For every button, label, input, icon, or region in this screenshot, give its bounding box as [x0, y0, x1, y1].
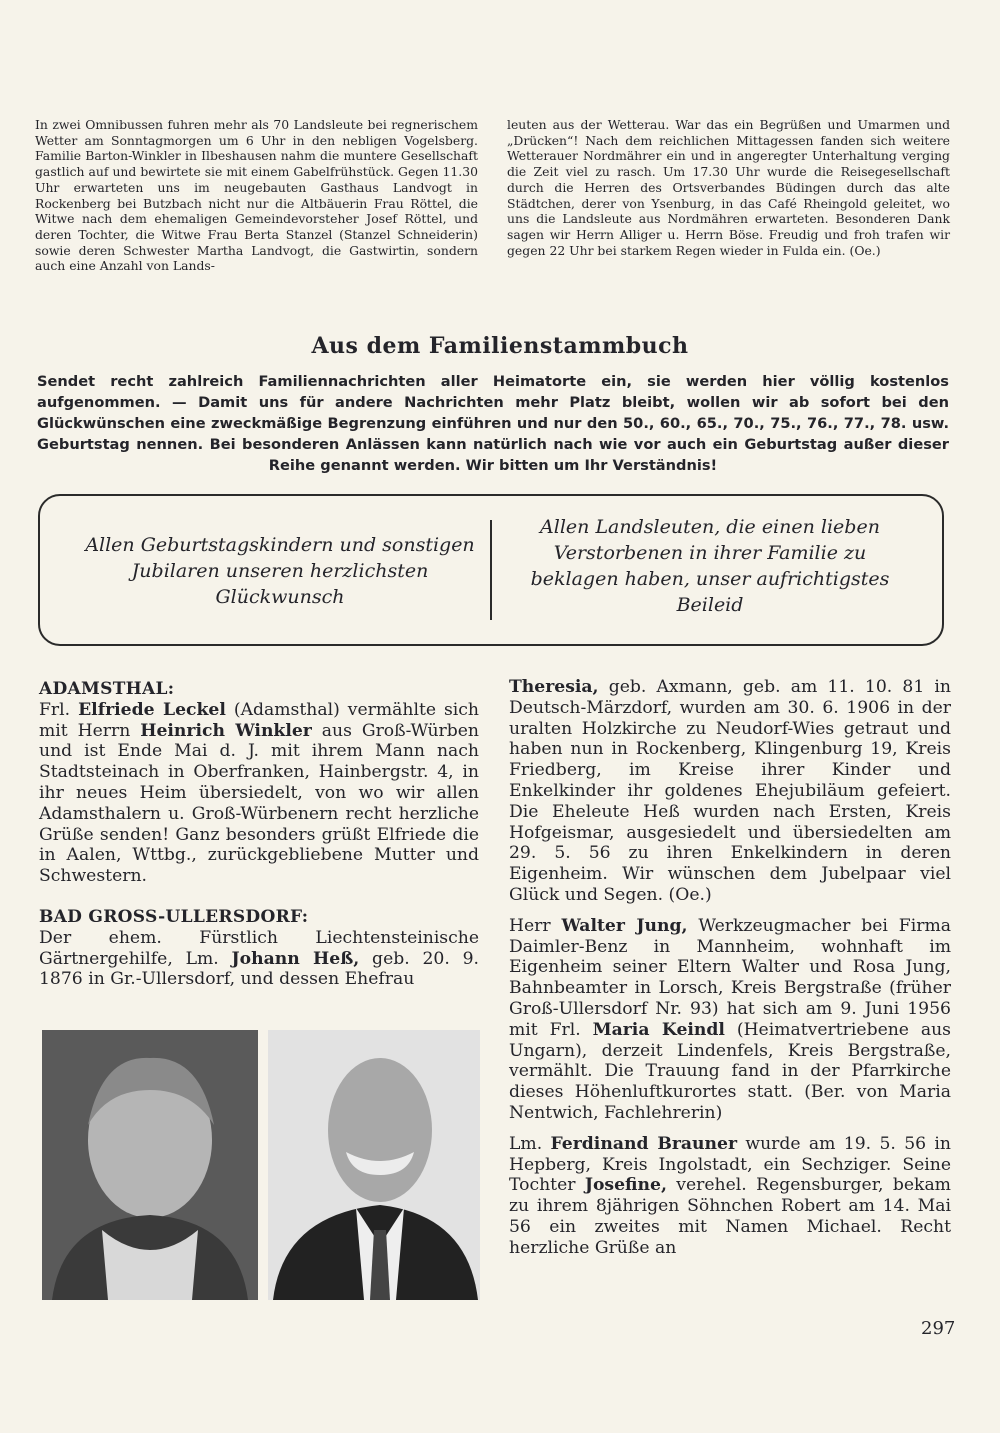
heading-gross-ullersdorf: BAD GROSS-ULLERSDORF: [39, 906, 309, 927]
greeting-box [38, 494, 944, 646]
name-highlight: Ferdinand Brauner [550, 1133, 738, 1154]
name-highlight: Elfriede Leckel [78, 699, 226, 720]
entry-adamsthal [39, 700, 479, 887]
portrait-woman-image [42, 1030, 258, 1300]
portrait-man-image [268, 1030, 480, 1300]
birthday-greeting: Allen Geburtstagskindern und sonstigen Jubilaren unseren herzlichsten Glückwunsch [85, 534, 475, 608]
name-highlight: Heinrich Winkler [140, 720, 312, 741]
name-highlight: Josefine, [584, 1175, 667, 1196]
heading-adamsthal: ADAMSTHAL: [39, 679, 175, 699]
entry-text: Werkzeugmacher bei Firma Daimler-Benz in Mannheim, wohnhaft im Eigenheim seiner Eltern Walter und Rosa Jung, Bahnbeamter in Lorsch, Kreis Bergstraße (früher Groß-Ullersdorf Nr. 93) hat sich am 9. Juni 1956 mit Frl. [509, 915, 951, 1040]
entry-text: Lm. [509, 1133, 551, 1154]
condolence-greeting: Allen Landsleuten, die einen lieben Verstorbenen in ihrer Familie zu beklagen haben, unser aufrichtigstes Beileid [530, 516, 890, 616]
section-notice: Sendet recht zahlreich Familiennachrichten aller Heimatorte ein, sie werden hier völlig kostenlos aufgenommen. — Damit uns für andere Nachrichten mehr Platz bleibt, wollen wir ab sofort bei den Glückwünschen eine zweckmäßige Begrenzung einführen und nur den 50., 60., 65., 70., 75., 76., 77., 78. usw. Geburtstag nennen. Bei besonderen Anlässen kann natürlich nach wie vor auch ein Geburtstag außer dieser Reihe genannt werden. Wir bitten um Ihr Verständnis! [37, 373, 949, 474]
entries-column-right [509, 677, 951, 1259]
photo-man [268, 1030, 480, 1300]
photo-woman [42, 1030, 258, 1300]
entry-text: Der ehem. Fürstlich Liechtensteinische Gärtnergehilfe, Lm. [39, 927, 479, 969]
entry-text: geb. Axmann, geb. am 11. 10. 81 in Deutsch-Märzdorf, wurden am 30. 6. 1906 in der uralten Holzkirche zu Neudorf-Wies getraut und haben nun in Rockenberg, Klingenburg 19, Kreis Friedberg, im Kreise ihrer Kinder und Enkelkinder ihr goldenes Ehejubiläum gefeiert. Die Eheleute Heß wurden nach Ersten, Kreis Hofgeismar, ausgesiedelt und übersiedelten am 29. 5. 56 zu ihren Enkelkindern in deren Eigenheim. Wir wünschen dem Jubelpaar viel Glück und Segen. (Oe.) [509, 677, 951, 905]
entry-hess-continued [509, 677, 951, 906]
entry-text: wurde am 19. 5. 56 in Hepberg, Kreis Ingolstadt, ein Sechziger. Seine Tochter [509, 1133, 951, 1196]
entry-text: verehel. Regensburger, bekam zu ihrem 8jährigen Söhnchen Robert am 14. Mai 56 ein zweites mit Namen Michael. Recht herzliche Grüße an [509, 1175, 951, 1258]
entry-text: Herr [509, 915, 562, 936]
entry-text: geb. 20. 9. 1876 in Gr.-Ullersdorf, und dessen Ehefrau [39, 948, 479, 990]
name-highlight: Theresia, [509, 677, 599, 697]
entry-brauner [509, 1134, 951, 1259]
entry-text: (Heimatvertriebene aus Ungarn), derzeit Lindenfels, Kreis Bergstraße, vermählt. Die Trauung fand in der Pfarrkirche dieses Höhenluftkurortes statt. (Ber. von Maria Nentwich, Fachlehrerin) [509, 1019, 952, 1123]
page-number: 297 [921, 1318, 956, 1339]
entry-text: Frl. [39, 699, 79, 720]
name-highlight: Walter Jung, [561, 915, 688, 936]
box-divider [490, 520, 492, 620]
entry-hess [39, 928, 479, 990]
entry-text: (Adamsthal) vermählte sich mit Herrn [39, 699, 479, 741]
name-highlight: Maria Keindl [592, 1019, 725, 1040]
article-column-right: leuten aus der Wetterau. War das ein Begrüßen und Umarmen und „Drücken“! Nach dem reichlichen Mittagessen fanden sich weitere Wetterauer Nordmährer ein und in angeregter Unterhaltung verging die Zeit viel zu rasch. Um 17.30 Uhr wurde die Reisegesellschaft durch die Herren des Ortsverbandes Büdingen durch das alte Städtchen, derer von Ysenburg, in das Café Rheingold geleitet, wo uns die Landsleute aus Nordmähren erwarteten. Besonderen Dank sagen wir Herrn Alliger u. Herrn Böse. Freudig und froh trafen wir gegen 22 Uhr bei starkem Regen wieder in Fulda ein. (Oe.) [507, 117, 950, 258]
entries-column-left [39, 679, 479, 990]
name-highlight: Johann Heß, [231, 948, 360, 969]
entry-text: aus Groß-Würben und ist Ende Mai d. J. mit ihrem Mann nach Stadtsteinach in Oberfranken, Hainbergstr. 4, in ihr neues Heim übersiedelt, von wo wir allen Adamsthalern u. Groß-Würbenern recht herzliche Grüße senden! Ganz besonders grüßt Elfriede die in Aalen, Wttbg., zurückgebliebene Mutter und Schwestern. [39, 720, 480, 887]
entry-jung [509, 916, 951, 1124]
article-column-left: In zwei Omnibussen fuhren mehr als 70 Landsleute bei regnerischem Wetter am Sonntagmorgen um 6 Uhr in den nebligen Vogelsberg. Familie Barton-Winkler in Ilbeshausen nahm die muntere Gesellschaft gastlich auf und bewirtete sie mit einem Gabelfrühstück. Gegen 11.30 Uhr erwarteten uns im neugebauten Gasthaus Landvogt in Rockenberg bei Butzbach nicht nur die Altbäuerin Frau Röttel, die Witwe nach dem ehemaligen Gemeindevorsteher Josef Röttel, und deren Tochter, die Witwe Frau Berta Stanzel (Stanzel Schneiderin) sowie deren Schwester Martha Landvogt, die Gastwirtin, sondern auch eine Anzahl von Lands- [35, 117, 478, 274]
section-title: Aus dem Familienstammbuch [311, 333, 689, 359]
